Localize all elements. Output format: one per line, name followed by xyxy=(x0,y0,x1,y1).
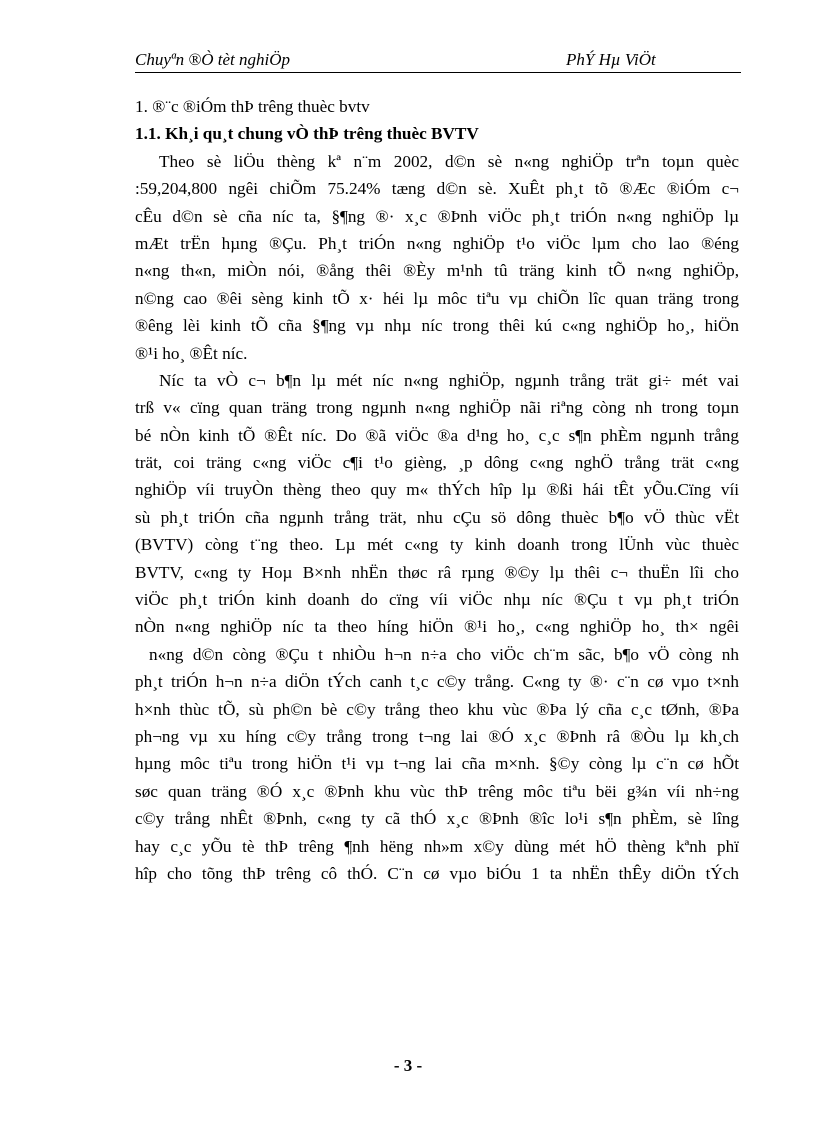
paragraph-line: h×nh thùc tÕ, sù ph©n bè c©y trång theo khu vùc ®Þa lý cña c¸c tØnh, ®Þa xyxy=(135,699,739,719)
paragraph-line: Níc ta vÒ c¬ b¶n lµ mét níc n«ng nghiÖp, ngµnh trång trät gi÷ mét vai xyxy=(159,370,739,390)
paragraph-line: hay c¸c yÕu tè thÞ trêng ¶nh hëng nh»m x©y dùng mét hÖ thèng kªnh phï xyxy=(135,836,739,856)
paragraph-line: cÊu d©n sè cña níc ta, §¶ng ®· x¸c ®Þnh viÖc ph¸t triÓn n«ng nghiÖp lµ xyxy=(135,206,739,226)
paragraph-line: :59,204,800 ngêi chiÕm 75.24% tæng d©n sè. XuÊt ph¸t tõ ®Æc ®iÓm c¬ xyxy=(135,179,739,199)
paragraph-line: c©y trång nhÊt ®Þnh, c«ng ty cã thÓ x¸c ®Þnh ®îc lo¹i s¶n phÈm, sè lîng xyxy=(135,809,739,829)
paragraph-line: n«ng d©n còng ®Çu t nhiÒu h¬n n÷a cho viÖc ch¨m sãc, b¶o vÖ còng nh xyxy=(149,644,739,664)
paragraph-line: BVTV, c«ng ty Hoµ B×nh nhËn thøc râ rµng ®©y lµ thêi c¬ thuËn lîi cho xyxy=(135,562,739,582)
paragraph-line: trät, coi träng c«ng viÖc c¶i t¹o gièng, ¸p dông c«ng nghÖ trång trät c«ng xyxy=(135,453,739,473)
body-text xyxy=(135,93,739,887)
paragraph-line: n©ng cao ®êi sèng kinh tÕ x· héi lµ môc tiªu vµ chiÕn lîc quan träng trong xyxy=(135,288,739,308)
paragraph-line: trß v« cïng quan träng trong ngµnh n«ng nghiÖp nãi riªng còng nh trong toµn xyxy=(135,398,739,418)
paragraph-line: hµng môc tiªu trong hiÖn t¹i vµ t¬ng lai cña m×nh. §©y còng lµ c¨n cø hÕt xyxy=(135,754,739,774)
paragraph-line: nghiÖp víi truyÒn thèng theo quy m« thÝch hîp lµ ®ßi hái tÊt yÕu.Cïng víi xyxy=(135,480,739,500)
paragraph-line: mÆt trËn hµng ®Çu. Ph¸t triÓn n«ng nghiÖp t¹o viÖc lµm cho lao ®éng xyxy=(135,233,739,253)
paragraph-line: sù ph¸t triÓn cña ngµnh trång trät, nhu cÇu sö dông thuèc b¶o vÖ thùc vËt xyxy=(135,507,739,527)
paragraph-line: n«ng th«n, miÒn nói, ®ång thêi ®Èy m¹nh tû träng kinh tÕ n«ng nghiÖp, xyxy=(135,261,739,281)
header-author: PhÝ Hµ ViÖt xyxy=(566,50,656,69)
page-number: - 3 - xyxy=(393,1056,423,1075)
paragraph-line: ®êng lèi kinh tÕ cña §¶ng vµ nhµ níc trong thêi kú c«ng nghiÖp ho¸, hiÖn xyxy=(135,316,739,336)
paragraph-line: Theo sè liÖu thèng kª n¨m 2002, d©n sè n«ng nghiÖp trªn toµn quèc xyxy=(159,151,739,171)
header-chapter-title: Chuyªn ®Ò tèt nghiÖp xyxy=(135,50,291,69)
paragraph-line: bé nÒn kinh tÕ ®Êt níc. Do ®ã viÖc ®a d¹ng ho¸ c¸c s¶n phÈm ngµnh trång xyxy=(135,425,739,445)
paragraph-line: ph¸t triÓn h¬n n÷a diÖn tÝch canh t¸c c©y trång. C«ng ty ®· c¨n cø vµo t×nh xyxy=(135,672,739,692)
paragraph-line: (BVTV) còng t¨ng theo. Lµ mét c«ng ty kinh doanh trong lÜnh vùc thuèc xyxy=(135,535,739,555)
paragraph-line: nÒn n«ng nghiÖp níc ta theo híng hiÖn ®¹i ho¸, c«ng nghiÖp ho¸ th× ngêi xyxy=(135,617,739,637)
paragraph-line: hîp cho tõng thÞ trêng cô thÓ. C¨n cø vµo biÓu 1 ta nhËn thÊy diÖn tÝch xyxy=(135,863,739,883)
paragraph-line: søc quan träng ®Ó x¸c ®Þnh khu vùc thÞ trêng môc tiªu bëi g¾n víi nh÷ng xyxy=(135,781,739,801)
paragraph-line: ph¬ng vµ xu híng c©y trång trong t¬ng lai ®Ó x¸c ®Þnh râ ®Òu lµ kh¸ch xyxy=(135,726,739,746)
subsection-heading: 1.1. Kh¸i qu¸t chung vÒ thÞ trêng thuèc BVTV xyxy=(135,124,479,144)
paragraph-line: viÖc ph¸t triÓn kinh doanh do cïng víi viÖc nhµ níc ®Çu t vµ ph¸t triÓn xyxy=(135,590,739,610)
running-header xyxy=(135,48,741,73)
paragraph-line: ®¹i ho¸ ®Êt níc. xyxy=(135,343,248,363)
section-heading: 1. ®¨c ®iÓm thÞ trêng thuèc bvtv xyxy=(135,97,370,116)
